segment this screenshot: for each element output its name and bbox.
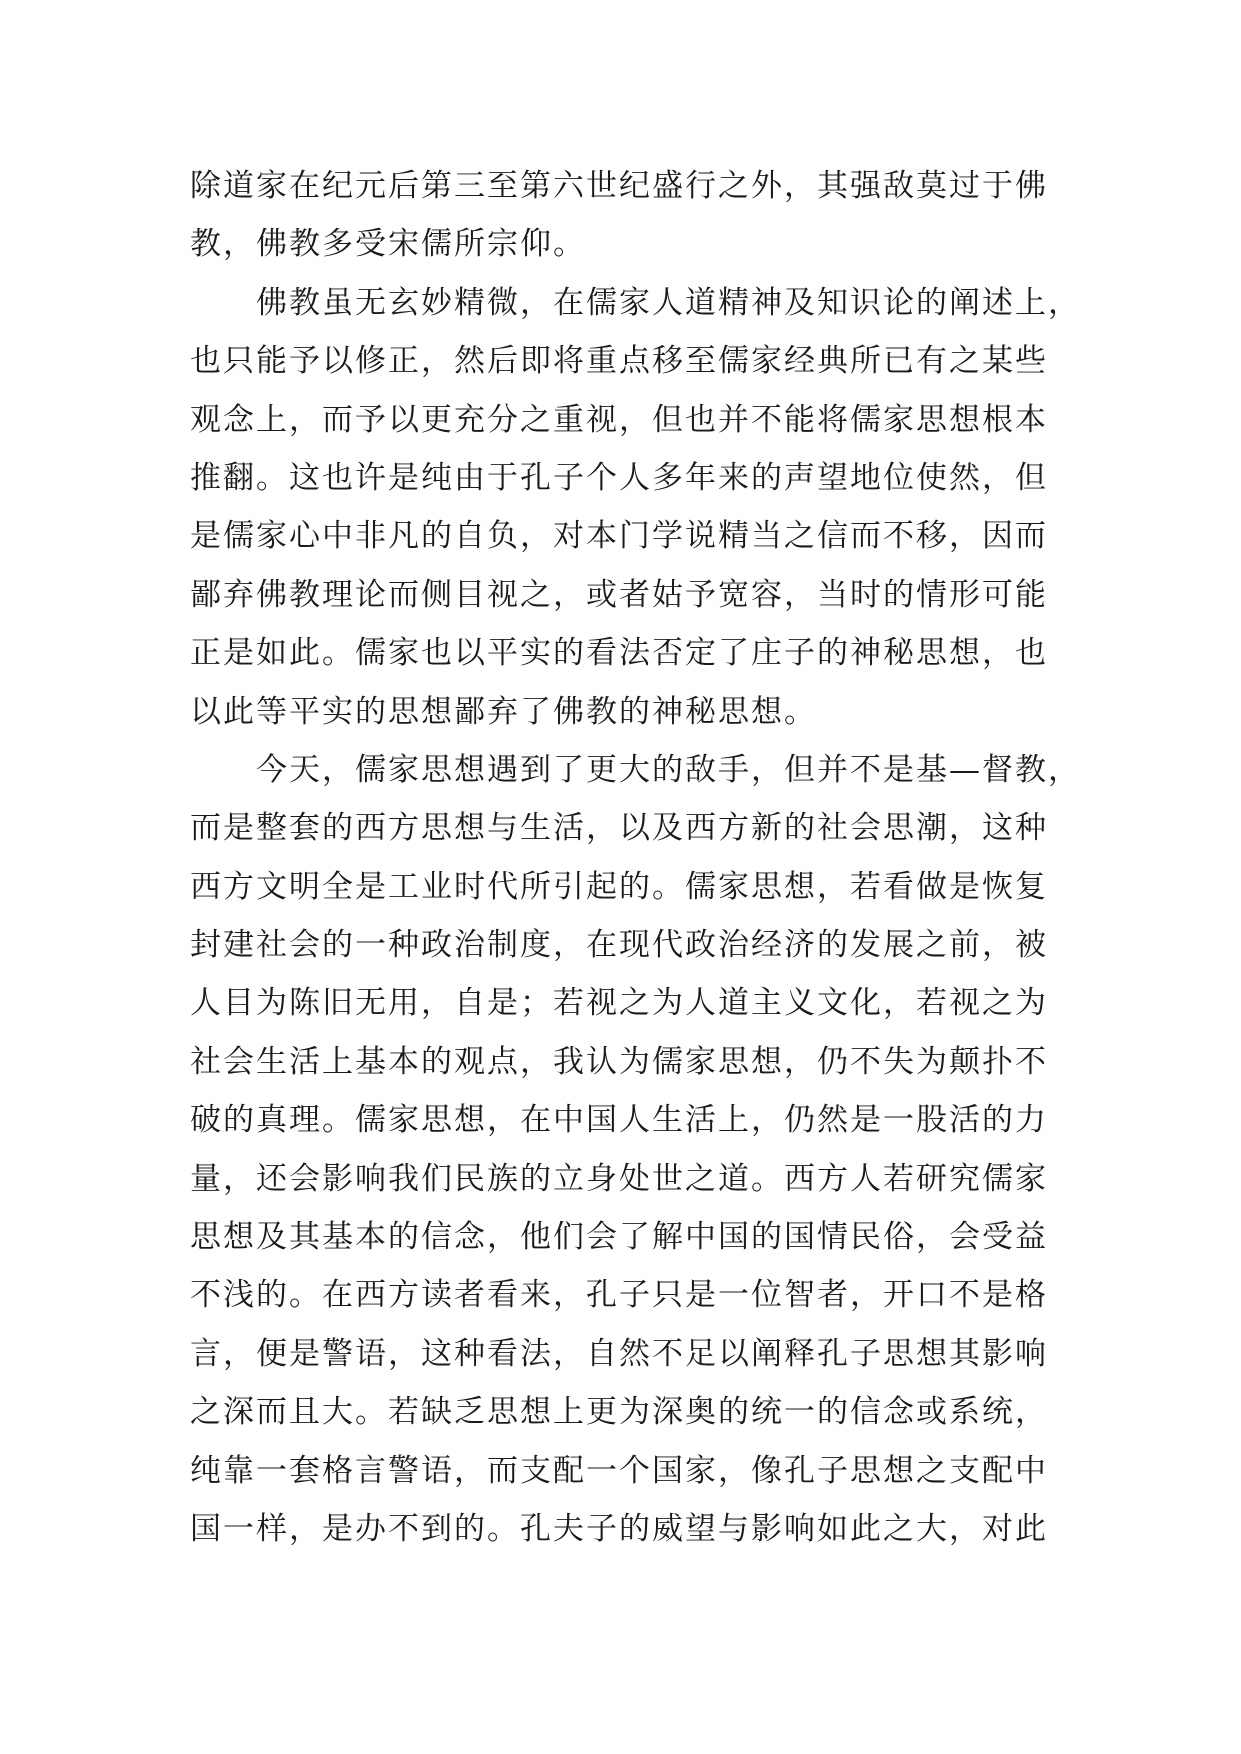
- text-line: 观念上，而予以更充分之重视，但也并不能将儒家思想根本: [190, 401, 1048, 438]
- text-line: 推翻。这也许是纯由于孔子个人多年来的声望地位使然，但: [190, 459, 1048, 496]
- text-line: 言，便是警语，这种看法，自然不足以阐释孔子思想其影响: [190, 1335, 1048, 1372]
- text-line: 鄙弃佛教理论而侧目视之，或者姑予宽容，当时的情形可能: [190, 576, 1048, 613]
- text-line: 不浅的。在西方读者看来，孔子只是一位智者，开口不是格: [190, 1277, 1048, 1314]
- text-line: 破的真理。儒家思想，在中国人生活上，仍然是一股活的力: [190, 1102, 1048, 1139]
- text-line: 教，佛教多受宋儒所宗仰。: [190, 226, 586, 263]
- text-line: 之深而且大。若缺乏思想上更为深奥的统一的信念或系统，: [190, 1394, 1048, 1431]
- text-line: 也只能予以修正，然后即将重点移至儒家经典所已有之某些: [190, 343, 1048, 380]
- paragraph-first-line: 今天，儒家思想遇到了更大的敌手，但并不是基—督教，: [256, 751, 1081, 788]
- text-line: 是儒家心中非凡的自负，对本门学说精当之信而不移，因而: [190, 518, 1048, 555]
- text-line: 除道家在纪元后第三至第六世纪盛行之外，其强敌莫过于佛: [190, 168, 1048, 204]
- text-line: 而是整套的西方思想与生活，以及西方新的社会思潮，这种: [190, 810, 1048, 847]
- text-line: 量，还会影响我们民族的立身处世之道。西方人若研究儒家: [190, 1160, 1048, 1197]
- text-line: 西方文明全是工业时代所引起的。儒家思想，若看做是恢复: [190, 868, 1048, 905]
- text-line: 正是如此。儒家也以平实的看法否定了庄子的神秘思想，也: [190, 635, 1048, 672]
- body-text: [190, 157, 1090, 1558]
- text-line: 封建社会的一种政治制度，在现代政治经济的发展之前，被: [190, 927, 1048, 964]
- text-line: 国一样，是办不到的。孔夫子的威望与影响如此之大，对此: [190, 1510, 1048, 1547]
- text-line: 社会生活上基本的观点，我认为儒家思想，仍不失为颠扑不: [190, 1043, 1048, 1080]
- text-line: 思想及其基本的信念，他们会了解中国的国情民俗，会受益: [190, 1219, 1048, 1256]
- text-line: 人目为陈旧无用，自是；若视之为人道主义文化，若视之为: [190, 985, 1048, 1022]
- paragraph-first-line: 佛教虽无玄妙精微，在儒家人道精神及知识论的阐述上，: [256, 284, 1081, 321]
- text-line: 以此等平实的思想鄙弃了佛教的神秘思想。: [190, 693, 817, 730]
- text-line: 纯靠一套格言警语，而支配一个国家，像孔子思想之支配中: [190, 1452, 1048, 1489]
